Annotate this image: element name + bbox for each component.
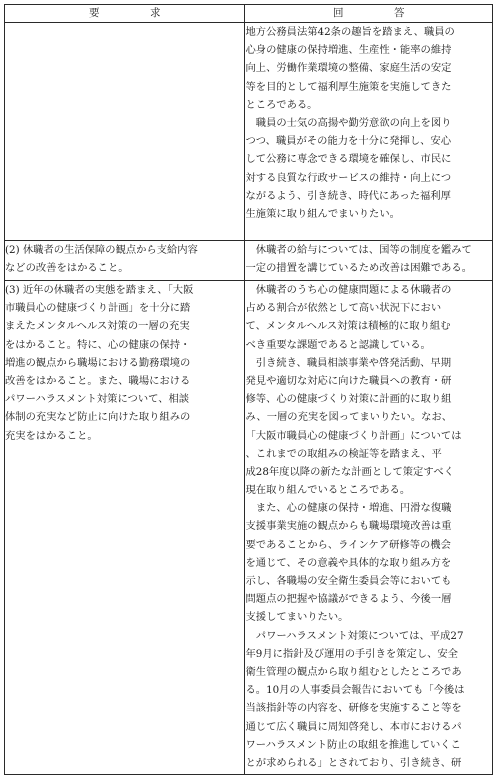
request-response-table	[4, 4, 493, 775]
request-line: (2) 休職者の生活保障の観点から支給内容	[5, 244, 198, 256]
request-cell	[5, 23, 245, 241]
request-line: 改善をはかること。また、職場における	[5, 374, 191, 387]
response-line: 生施策に取り組んでまいりたい。	[245, 207, 400, 220]
response-line: 通じて広く職員に周知啓発し、本市におけるパ	[245, 720, 462, 733]
response-cell	[245, 241, 493, 281]
response-line: して公務に専念できる環境を確保し、市民に	[245, 153, 452, 166]
response-cell	[245, 23, 493, 241]
response-line: 休職者の給与については、国等の制度を鑑みて	[245, 244, 472, 256]
response-line: 対する良質な行政サービスの維持・向上につ	[245, 171, 452, 184]
response-line: 職員の士気の高揚や勤労意欲の向上を図り	[245, 116, 452, 129]
request-line: パワーハラスメント対策について、相談	[5, 393, 190, 406]
request-line: をはかること。特に、心の健康の保持・	[5, 338, 191, 351]
response-line: つつ、職員がその能力を十分に発揮し、安心	[245, 135, 452, 148]
table-row	[5, 281, 493, 775]
response-line: 修等、心の健康づくり対策に計画的に取り組	[245, 393, 452, 406]
response-line: 引き続き、職員相談事業や啓発活動、早期	[245, 356, 452, 369]
table-header-row	[5, 5, 493, 23]
request-cell	[5, 281, 245, 775]
table-row	[5, 241, 493, 281]
response-line: 「大阪市職員心の健康づくり計画」については	[245, 429, 462, 442]
response-line: 成28年度以降の新たな計画として策定すべく	[245, 465, 455, 478]
response-line: 一定の措置を講じているため改善は困難である。	[245, 262, 473, 275]
response-line: 衛生管理の観点から取り組むとしたところであ	[245, 665, 462, 678]
response-line: み、一層の充実を図ってまいりたい。なお、	[245, 411, 453, 424]
response-line: また、心の健康の保持・増進、円滑な復職	[245, 502, 452, 515]
response-line: る。10月の人事委員会報告においても「今後は	[245, 684, 465, 697]
table-row	[5, 23, 493, 241]
request-line: 体制の充実など防止に向けた取り組みの	[5, 411, 191, 424]
request-line: (3) 近年の休職者の実態を踏まえ、「大阪	[5, 284, 194, 296]
response-line: を通じて、その意義や具体的な取り組み方を	[245, 556, 452, 569]
request-line: 充実をはかること。	[5, 429, 98, 442]
response-line: ところである。	[245, 98, 318, 111]
request-line: まえたメンタルヘルス対策の一層の充実	[5, 320, 190, 333]
request-cell	[5, 241, 245, 281]
response-line: て、メンタルヘルス対策は積極的に取り組む	[245, 320, 451, 333]
header-response: 回 答	[245, 5, 493, 23]
request-line: 増進の観点から職場における勤務環境の	[5, 356, 191, 369]
response-cell	[245, 281, 493, 775]
response-line: 年9月に指針及び運用の手引きを策定し、安全	[245, 647, 458, 660]
response-line: べき重要な課題であると認識している。	[245, 338, 431, 351]
response-line: 示し、各職場の安全衛生委員会等においても	[245, 575, 452, 587]
response-line: ながるよう、引き続き、時代にあった福利厚	[245, 189, 451, 202]
response-line: 心身の健康の保持増進、生産性・能率の維持	[245, 44, 452, 57]
response-line: 問題点の把握や協議ができるよう、今後一層	[245, 593, 452, 606]
response-line: パワーハラスメント対策については、平成27	[245, 629, 464, 642]
response-line: ワーハラスメント防止の取組を推進していくこ	[245, 738, 461, 751]
response-line: 支援してまいりたい。	[245, 611, 349, 624]
response-line: 当該指針等の内容を、研修を実施すること等を	[245, 702, 462, 715]
response-line: 占める割合が依然として高い状況下におい	[245, 302, 442, 315]
response-line: 、これまでの取組みの検証等を踏まえ、平	[245, 447, 442, 460]
response-line: 地方公務員法第42条の趣旨を踏まえ、職員の	[245, 26, 455, 38]
response-line: 等を目的として福利厚生施策を実施してきた	[245, 80, 452, 93]
request-line: 市職員心の健康づくり計画」を十分に踏	[5, 302, 191, 315]
request-line: などの改善をはかること。	[5, 262, 129, 275]
response-line: 支援事業実施の観点からも職場環境改善は重	[245, 520, 452, 533]
response-line: 要であることから、ラインケア研修等の機会	[245, 538, 451, 551]
response-line: 現在取り組んでいるところである。	[245, 484, 411, 497]
response-line: 休職者のうち心の健康問題による休職者の	[245, 284, 452, 296]
response-line: 発見や適切な対応に向けた職員への教育・研	[245, 374, 452, 387]
response-line: とが求められる」とされており、引き続き、研	[245, 756, 462, 769]
document-page	[4, 4, 493, 769]
header-request: 要 求	[5, 5, 245, 23]
response-line: 向上、労働作業環境の整備、家庭生活の安定	[245, 62, 452, 75]
